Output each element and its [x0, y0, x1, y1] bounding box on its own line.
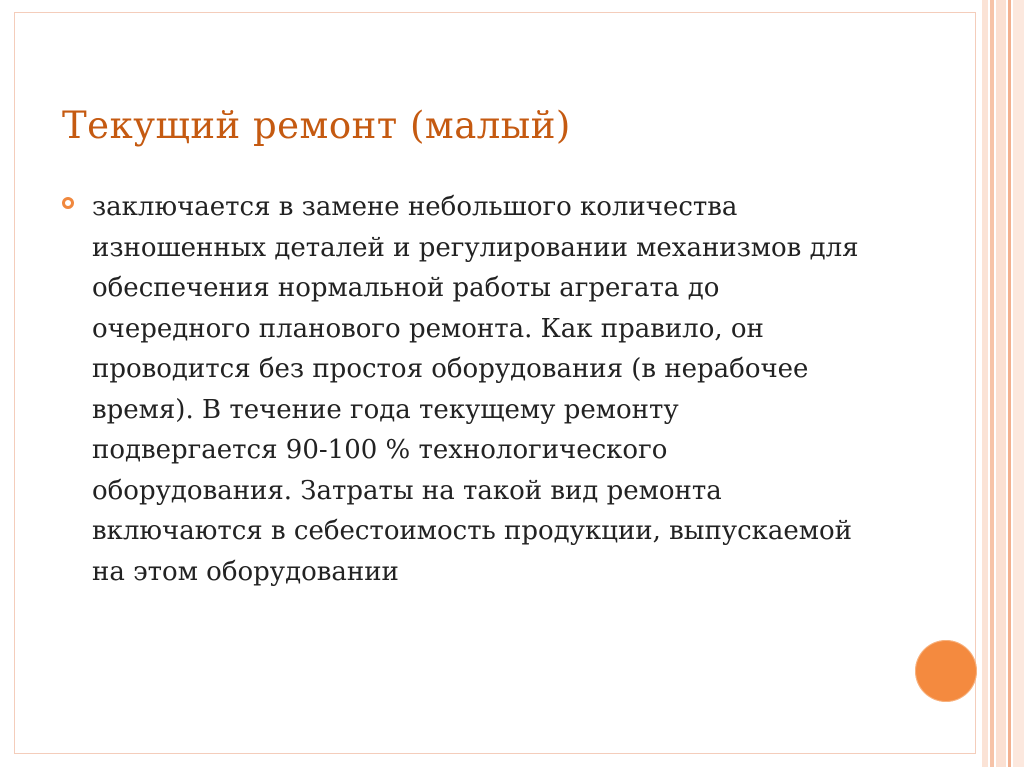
stripe — [1013, 0, 1024, 767]
stripe — [996, 0, 1006, 767]
bullet-text: заключается в замене небольшого количества изношенных деталей и регулировании механизмов для обеспечения нормальной работы агрегата до очередного планового ремонта. Как правило, он проводится без простоя оборудования (в нерабочее время). В течение года текущему ремонту подвергается 90-100 % технологического оборудования. Затраты на такой вид ремонта включаются в себестоимость продукции, выпускаемой на этом оборудовании — [92, 192, 859, 587]
stripe — [982, 0, 988, 767]
slide-title: Текущий ремонт (малый) — [62, 104, 571, 147]
stripe — [990, 0, 994, 767]
decorative-stripes — [982, 0, 1024, 767]
ring-bullet-icon — [62, 197, 74, 209]
orange-circle-icon — [915, 640, 977, 702]
stripe — [1008, 0, 1011, 767]
